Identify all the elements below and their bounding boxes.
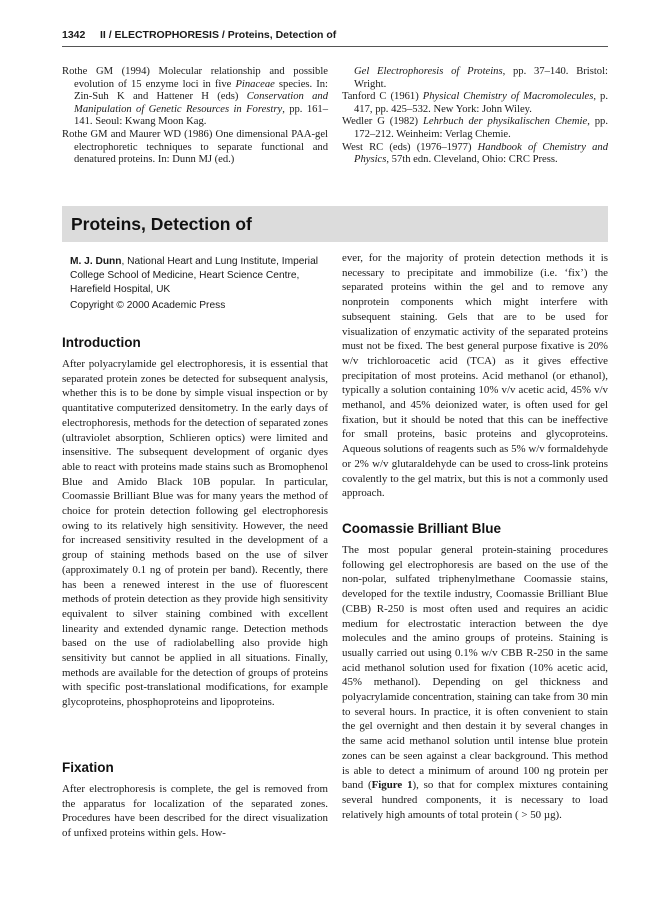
- introduction-heading: Introduction: [62, 335, 141, 350]
- introduction-text: After polyacrylamide gel electrophoresis, it is essential that separated protein zones be detected for subsequent analysis, whether this is to be done by simple visual inspection or by quantitative computerized densitometry. In the early days of electrophoresis, methods for the detection of separated zones (ultraviolet absorption, Schlieren optics) were limited and insensitive. The subsequent development of organic dyes able to react with proteins made stains such as Bromophenol Blue and Amido Black 10B popular. In particular, Coomassie Brilliant Blue was for many years the method of choice for protein detection following gel electrophoresis owing to its relatively high sensitivity. However, the need for increased sensitivity resulted in the development of a group of staining methods based on the use of silver (approximately 0.1 ng of protein per band). Recently, there has been a renewed interest in the use of fluorescent methods of protein detection as they provide high sensitivity equivalent to silver staining combined with excellent linearity and extended dynamic range. Detection methods based on the use of radiolabelling also provide high sensitivity but cannot be applied in all situations. Finally, methods are available for the detection of groups of proteins with specific post-translational modifications, for example glycoproteins, phosphoproteins and lipoproteins.: [62, 358, 328, 709]
- fixation-heading: Fixation: [62, 760, 114, 775]
- article-title-band: [62, 206, 608, 242]
- reference-item: West RC (eds) (1976–1977) Handbook of Chemistry and Physics, 57th edn. Cleveland, Ohio: CRC Press.: [342, 141, 608, 166]
- reference-item: Tanford C (1961) Physical Chemistry of Macromolecules, p. 417, pp. 425–532. New York: John Wiley.: [342, 91, 608, 115]
- section-path: II / ELECTROPHORESIS / Proteins, Detection of: [99, 29, 337, 41]
- fixation-text-left: After electrophoresis is complete, the gel is removed from the apparatus for localization of the separated zones. Procedures have been described for the direct visualization of unfixed proteins within gels. How-: [62, 783, 328, 840]
- references-left-column: [62, 66, 328, 167]
- coomassie-text: The most popular general protein-staining procedures following gel electrophoresis are based on the use of the non-polar, sulfated triphenylmethane Coomassie stains, developed for the textile industry, Coomassie Brilliant Blue (CBB) R-250 is most often used and requires an acidic medium for electrostatic interaction between the dye molecules and the amino groups of proteins. Staining is usually carried out using 0.1% w/v CBB R-250 in the same acid methanol solution used for fixation (10% acetic acid, 45% methanol). Depending on gel thickness and polyacrylamide concentration, staining can take from 30 min to several hours. In practice, it is often convenient to stain the gel overnight and then destain it by several changes in the same acid methanol solution until intense blue protein zones can be seen against a clear background. This method is able to detect a minimum of around 100 ng protein per band (Figure 1), so that for complex mixtures containing several hundred components, it is necessary to load relatively high amounts of total protein ( > 50 µg).: [342, 544, 608, 821]
- figure-1-link[interactable]: Figure 1: [371, 779, 413, 792]
- author-name: M. J. Dunn: [70, 256, 122, 267]
- author-affiliation: , National Heart and Lung Institute, Imperial College School of Medicine, Heart Science Centre, Harefield Hospital, UK: [70, 256, 319, 295]
- reference-item: Wedler G (1982) Lehrbuch der physikalischen Chemie, pp. 172–212. Weinheim: Verlag Chemie.: [342, 116, 608, 140]
- reference-continuation: Gel Electrophoresis of Proteins, pp. 37–140. Bristol: Wright.: [354, 66, 608, 90]
- running-header: [62, 29, 608, 43]
- reference-item: Rothe GM (1994) Molecular relationship and possible evolution of 15 enzyme loci in five Pinaceae species. In: Zin-Suh K and Hattener H (eds) Conservation and Manipulation of Genetic Resources in Forestry, pp. 161–141. Seoul: Kwang Moon Kag.: [62, 66, 329, 128]
- article-title: Proteins, Detection of: [71, 214, 252, 234]
- author-block: [70, 255, 332, 297]
- fixation-text-right: ever, for the majority of protein detection methods it is necessary to precipitate and immobilize (i.e. ‘fix’) the separated proteins within the gel and to remove any nonprotein components which might interfere with subsequent staining. Gels that are to be used for visualization of enzymatic activity of the separated proteins must not be fixed. The best general purpose fixative is 20% w/v trichloroacetic acid (TCA) as it gives effective precipitation of most proteins. Acid methanol (or ethanol), typically a solution containing 10% v/v acetic acid, 45% v/v methanol, and 45% deionized water, is often used for gel fixation, but it should be noted that this can be ineffective for small proteins, basic proteins and glycoproteins. Aqueous solutions of reagents such as 5% w/v formaldehyde or 2% w/v glutaraldehyde can be used to cross-link proteins covalently to the gel matrix, but this is not a commonly used approach.: [342, 252, 608, 500]
- header-rule: [62, 46, 608, 47]
- copyright: Copyright © 2000 Academic Press: [70, 300, 226, 311]
- references-right-column: [342, 66, 608, 167]
- page-number: 1342: [62, 29, 86, 41]
- reference-item: Rothe GM and Maurer WD (1986) One dimensional PAA-gel electrophoretic techniques to separate functional and denatured proteins. In: Dunn MJ (ed.): [62, 128, 328, 166]
- coomassie-heading: Coomassie Brilliant Blue: [342, 521, 502, 536]
